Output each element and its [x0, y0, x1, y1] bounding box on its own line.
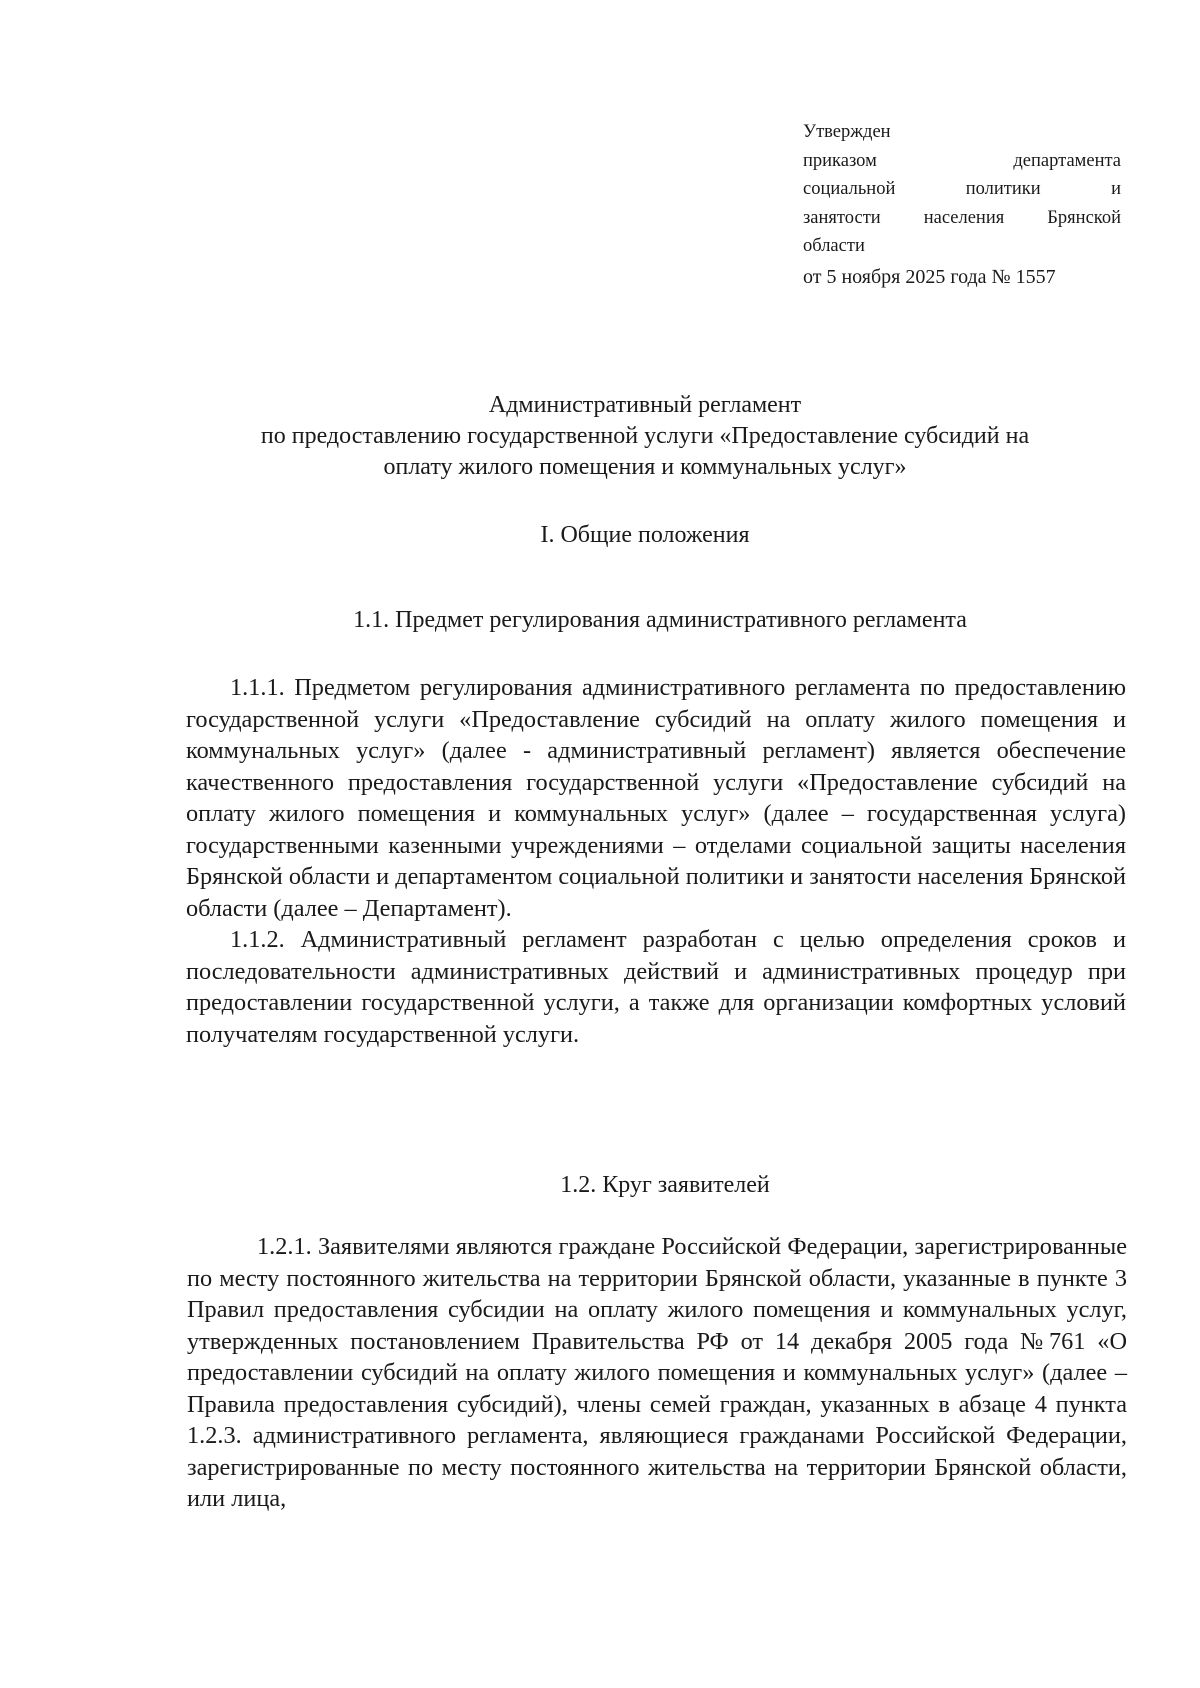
approval-word-and: и — [1111, 179, 1121, 199]
section-heading: I. Общие положения — [540, 522, 750, 548]
subsection-1-1-body — [186, 672, 1126, 1050]
approval-line-region: области — [803, 236, 865, 256]
approval-word-department: департамента — [1013, 150, 1121, 171]
approval-word-social: социальной — [803, 179, 896, 199]
approval-line-order — [803, 147, 1121, 176]
approval-stamp — [803, 118, 1121, 291]
subsection-1-1-heading: 1.1. Предмет регулирования административного регламента — [353, 607, 967, 633]
title-line-2: по предоставлению государственной услуги «Предоставление субсидий на — [260, 423, 1030, 449]
approval-line-employment: занятости населения Брянской — [803, 207, 1121, 228]
approval-word-policy: политики — [965, 179, 1041, 199]
document-title — [150, 390, 1140, 483]
paragraph-1-1-1: 1.1.1. Предметом регулирования административного регламента по предоставлению государственной услуги «Предоставление субсидий на оплату жилого помещения и коммунальных услуг» (далее - административный регламент) является обеспечение качественного предоставления государственной услуги «Предоставление субсидий на оплату жилого помещения и коммунальных услуг» (далее – государственная услуга) государственными казенными учреждениями – отделами социальной защиты населения Брянской области и департаментом социальной политики и занятости населения Брянской области (далее – Департамент). — [186, 674, 1126, 922]
subsection-1-2-heading: 1.2. Круг заявителей — [560, 1172, 770, 1198]
approval-line-approved: Утвержден — [803, 122, 891, 142]
title-line-3: оплату жилого помещения и коммунальных услуг» — [383, 454, 907, 480]
title-line-1: Административный регламент — [488, 392, 802, 418]
subsection-1-2-body — [187, 1231, 1127, 1515]
approval-date: от 5 ноября 2025 года № 1557 — [803, 265, 1056, 288]
approval-line-social — [803, 175, 1121, 204]
paragraph-1-2-1: 1.2.1. Заявителями являются граждане Российской Федерации, зарегистрированные по месту постоянного жительства на территории Брянской области, указанные в пункте 3 Правил предоставления субсидии на оплату жилого помещения и коммунальных услуг, утвержденных постановлением Правительства РФ от 14 декабря 2005 года №761 «О предоставлении субсидий на оплату жилого помещения и коммунальных услуг» (далее – Правила предоставления субсидий), члены семей граждан, указанных в абзаце 4 пункта 1.2.3. административного регламента, являющиеся гражданами Российской Федерации, зарегистрированные по месту постоянного жительства на территории Брянской области, или лица, — [187, 1233, 1127, 1512]
paragraph-1-1-2: 1.1.2. Административный регламент разработан с целью определения сроков и последовательности административных действий и административных процедур при предоставлении государственной услуги, а также для организации комфортных условий получателям государственной услуги. — [186, 926, 1126, 1048]
approval-word-order: приказом — [803, 150, 877, 171]
